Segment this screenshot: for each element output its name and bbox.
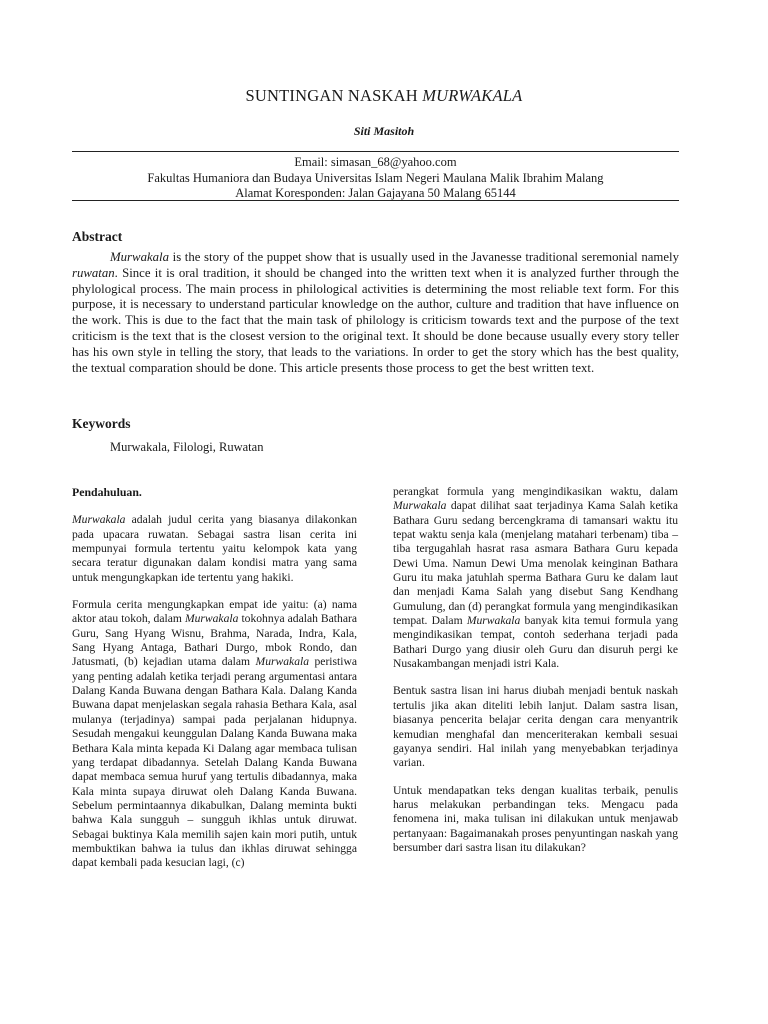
right-p1-italic2: Murwakala bbox=[466, 614, 521, 628]
left-paragraph-2 bbox=[72, 598, 357, 871]
email-line: Email: simasan_68@yahoo.com bbox=[294, 155, 457, 169]
left-paragraph-1 bbox=[72, 513, 357, 585]
left-p2-b: tokohnya adalah Bathara Guru, Sang Hyang Wisnu, Brahma, Narada, Indra, Kala, Sang Hyang Antaga, Bathari Durgo, mbok Rondo, dan Jatusmati, (b) kejadian utama dalam bbox=[72, 612, 357, 669]
left-p1-text: adalah judul cerita yang biasanya dilakonkan pada upacara ruwatan. Sebagai sastra lisan cerita ini mempunyai formula tertentu yaitu kelompok kata yang secara teratur digunakan dalam kondisi matra yang sama untuk mengungkapkan ide tertentu yang hakiki. bbox=[72, 513, 357, 584]
abstract-heading: Abstract bbox=[72, 229, 123, 244]
right-column bbox=[393, 485, 678, 868]
keywords-text: Murwakala, Filologi, Ruwatan bbox=[110, 440, 264, 454]
left-p1-italic: Murwakala bbox=[72, 513, 126, 527]
right-paragraph-1 bbox=[393, 485, 678, 671]
faculty-line: Fakultas Humaniora dan Budaya Universitas Islam Negeri Maulana Malik Ibrahim Malang bbox=[147, 170, 604, 185]
left-column bbox=[72, 485, 357, 884]
affiliation-block bbox=[72, 155, 679, 202]
right-p1-italic1: Murwakala bbox=[393, 499, 447, 513]
left-p2-a: Formula cerita mengungkapkan empat ide yaitu: (a) nama aktor atau tokoh, dalam bbox=[72, 598, 357, 626]
address-line: Alamat Koresponden: Jalan Gajayana 50 Malang 65144 bbox=[235, 186, 516, 200]
left-p2-c: peristiwa yang penting adalah ketika terjadi perang argumentasi antara Dalang Kanda Buwana dengan Bathara Kala. Dalang Kanda Buwana dapat menjelaskan segala rahasia Bethara Kala, asal mulanya (terjadinya) sampai pada perjalanan hidupnya. Sesudah mengakui keunggulan Dalang Kanda Buwana maka Bethara Kala minta kepada Ki Dalang agar membaca tulisan yang terdapat dibadannya. Setelah Dalang Kanda Buwana dapat membaca semua huruf yang tertulis dibadannya, maka Kala minta supaya diruwat oleh Dalang Kanda Buwana. Sebelum permintaannya dikabulkan, Dalang meminta bukti bahwa Kala sungguh – sungguh ikhlas untuk diruwat. Sebagai buktinya Kala memilih sajen kain mori putih, untuk membuktikan bahwa ia tulus dan ikhlas diruwat sehingga dapat kembali pada kesucian lagi, (c) bbox=[72, 655, 357, 870]
abstract-part1: is the story of the puppet show that is usually used in the Javanesse traditional seremonial namely bbox=[169, 250, 679, 264]
title-italic: MURWAKALA bbox=[422, 86, 523, 105]
abstract-italic2: ruwatan bbox=[72, 265, 115, 280]
abstract-text bbox=[72, 250, 679, 376]
right-paragraph-2: Bentuk sastra lisan ini harus diubah menjadi bentuk naskah tertulis jika akan diteliti lebih lanjut. Dalam sastra lisan, biasanya pencerita belajar cerita dengan cara menyantrik kemudian menghafal dan menceriterakan kembali sesuai gayanya sendiri. Hal inilah yang menyebabkan terjadinya varian. bbox=[393, 684, 678, 770]
section-heading: Pendahuluan. bbox=[72, 485, 142, 499]
right-p1-a: perangkat formula yang mengindikasikan waktu, dalam bbox=[393, 485, 678, 498]
abstract-lead-italic: Murwakala bbox=[110, 250, 170, 264]
paper-title bbox=[0, 86, 768, 106]
bottom-rule bbox=[72, 200, 679, 201]
left-p2-italic1: Murwakala bbox=[184, 612, 239, 626]
author-name: Siti Masitoh bbox=[353, 124, 415, 138]
keywords-heading: Keywords bbox=[72, 416, 131, 431]
title-text: SUNTINGAN NASKAH bbox=[245, 86, 418, 105]
right-p1-b: dapat dilihat saat terjadinya Kama Salah ketika Bathara Guru sedang bercengkrama di tamansari waktu itu tepat waktu senja kala (menjelang matahari terbenam) tiba – tiba tergugahlah hasrat rasa asmara Bathara Guru kepada Dewi Uma. Namun Dewi Uma menolak keinginan Bathara Guru itu maka jatuhlah sperma Bathara Guru ke dalam laut dan menjadi Kama Salah yang disebut Sang Kendhang Gumulung, dan (d) perangkat formula yang mengindikasikan tempat. Dalam bbox=[393, 499, 678, 628]
right-paragraph-3: Untuk mendapatkan teks dengan kualitas terbaik, penulis harus melakukan perbandingan teks. Mengacu pada fenomena ini, maka tulisan ini dilakukan untuk menjawab pertanyaan: Bagaimanakah proses penyuntingan naskah yang bersumber dari sastra lisan itu dilakukan? bbox=[393, 783, 678, 854]
abstract-part2: . Since it is oral tradition, it should be changed into the written text when it is analyzed further through the phylological process. The main process in philological activities is determining the most reliable text form. For this purpose, it is necessary to understand particular knowledge on the author, culture and tradition that have influence on the work. This is due to the fact that the main task of philology is criticism towards text and the purpose of the text criticism is the text that is the closest version to the original text. It should be done because usually every story teller has his own style in telling the story, that leads to the variations. In order to get the story which has the best quality, the textual comparation should be done. This article presents those process to get the best written text. bbox=[72, 265, 679, 375]
top-rule bbox=[72, 151, 679, 152]
left-p2-italic2: Murwakala bbox=[255, 655, 310, 669]
right-p1-c: banyak kita temui formula yang mengindikasikan tempat, contoh sederhana terjadi pada Bathari Durgo yang diusir oleh Guru dan disuruh pergi ke Nusakambangan menjadi istri Kala. bbox=[393, 614, 678, 671]
